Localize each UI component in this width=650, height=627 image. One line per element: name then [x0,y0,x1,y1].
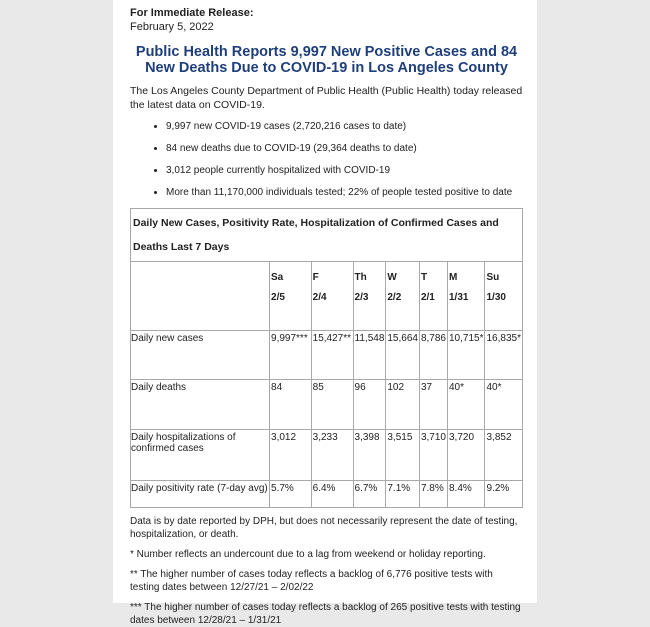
summary-list [130,120,523,199]
table-cell: 5.7% [270,481,312,508]
footnote: Data is by date reported by DPH, but does not necessarily represent the date of testing, hospitalization, or death. [130,516,518,540]
intro-paragraph: The Los Angeles County Department of Public Health (Public Health) today released the latest data on COVID-19. [130,85,523,111]
row-label: Daily new cases [131,331,270,380]
table-cell: 40* [485,380,523,430]
day-header: Th 2/3 [353,262,386,331]
table-row [131,430,523,481]
table-cell: 84 [270,380,312,430]
table-cell: 37 [419,380,447,430]
table-cell: 3,852 [485,430,523,481]
day-header: F 2/4 [311,262,353,331]
table-header-row [131,262,523,331]
table-cell: 3,710 [419,430,447,481]
table-cell: 96 [353,380,386,430]
table-cell: 3,233 [311,430,353,481]
table-cell: 10,715* [448,331,485,380]
table-cell: 15,427** [311,331,353,380]
release-label: For Immediate Release: [130,7,254,19]
footnote: * Number reflects an undercount due to a lag from weekend or holiday reporting. [130,549,486,560]
day-header: Sa 2/5 [270,262,312,331]
table-cell: 8.4% [448,481,485,508]
headline: Public Health Reports 9,997 New Positive Cases and 84 New Deaths Due to COVID-19 in Los Angeles County [135,44,518,76]
table-title: Daily New Cases, Positivity Rate, Hospitalization of Confirmed Cases and Deaths Last 7 Days [131,209,523,262]
row-label: Daily positivity rate (7-day avg) [131,481,270,508]
summary-item: • 9,997 new COVID-19 cases (2,720,216 cases to date) [166,120,523,133]
summary-item: • 84 new deaths due to COVID-19 (29,364 deaths to date) [166,142,523,155]
footnote: ** The higher number of cases today reflects a backlog of 6,776 positive tests with testing dates between 12/27/21 – 2/02/22 [130,569,493,593]
footnote: *** The higher number of cases today reflects a backlog of 265 positive tests with testing dates between 12/28/21 – 1/31/21 [130,602,521,626]
press-release-page [113,0,537,626]
day-header: M 1/31 [448,262,485,331]
table-cell: 9,997*** [270,331,312,380]
table-cell: 3,515 [386,430,420,481]
row-label: Daily hospitalizations of confirmed cases [131,430,270,481]
footnotes [130,515,523,627]
table-cell: 15,664 [386,331,420,380]
table-cell: 102 [386,380,420,430]
table-cell: 7.8% [419,481,447,508]
table-cell: 6.4% [311,481,353,508]
summary-item: • More than 11,170,000 individuals tested; 22% of people tested positive to date [166,186,523,199]
table-cell: 7.1% [386,481,420,508]
table-header-blank [131,262,270,331]
table-row [131,331,523,380]
day-header: T 2/1 [419,262,447,331]
table-cell: 3,720 [448,430,485,481]
table-cell: 11,548 [353,331,386,380]
table-cell: 6.7% [353,481,386,508]
summary-item: • 3,012 people currently hospitalized with COVID-19 [166,164,523,177]
table-cell: 9.2% [485,481,523,508]
table-cell: 3,398 [353,430,386,481]
row-label: Daily deaths [131,380,270,430]
table-row [131,380,523,430]
table-cell: 16,835* [485,331,523,380]
table-cell: 85 [311,380,353,430]
release-date: February 5, 2022 [130,21,214,33]
table-cell: 40* [448,380,485,430]
table-row [131,481,523,508]
table-cell: 3,012 [270,430,312,481]
daily-stats-table [130,208,523,508]
day-header: Su 1/30 [485,262,523,331]
day-header: W 2/2 [386,262,420,331]
table-cell: 8,786 [419,331,447,380]
